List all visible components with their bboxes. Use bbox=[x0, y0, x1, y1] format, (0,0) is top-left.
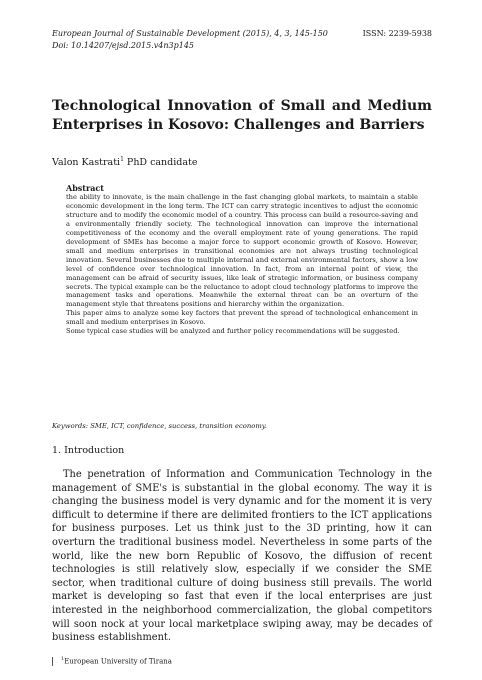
footnote-marker: 1 bbox=[61, 656, 65, 662]
journal-citation: European Journal of Sustainable Development (2015), 4, 3, 145-150 bbox=[52, 29, 328, 38]
author-role: PhD candidate bbox=[123, 157, 198, 169]
abstract-body bbox=[66, 193, 418, 336]
abstract-heading: Abstract bbox=[66, 183, 104, 193]
footnote-text: European University of Tirana bbox=[64, 657, 172, 666]
doi-link[interactable]: Doi: 10.14207/ejsd.2015.v4n3p145 bbox=[52, 41, 195, 50]
abstract-paragraph: This paper aims to analyze some key factors that prevent the spread of technological enhancement in small and medium enterprises in Kosovo. bbox=[66, 309, 418, 327]
section-heading: 1. Introduction bbox=[52, 445, 125, 456]
author-name: Valon Kastrati bbox=[52, 157, 121, 169]
author-line bbox=[52, 156, 197, 168]
footnote-rule bbox=[52, 657, 53, 666]
footnote bbox=[52, 656, 172, 666]
paper-title: Technological Innovation of Small and Medium Enterprises in Kosovo: Challenges and Barriers bbox=[52, 98, 432, 133]
introduction-paragraph: The penetration of Information and Communication Technology in the management of SME's is substantial in the global economy. The way it is changing the business model is very dynamic and for the moment it is very difficult to determine if there are delimited frontiers to the ICT applications for business purposes. Let us think just to the 3D printing, how it can overturn the traditional business model. Nevertheless in some parts of the world, like the new born Republic of Kosovo, the diffusion of recent technologies is still relatively slow, especially if we consider the SME sector, when traditional culture of doing business still prevails. The world market is developing so fast that even if the local enterprises are just interested in the neighborhood commercialization, the global competitors will soon nock at your local marketplace swiping away, may be decades of business establishment. bbox=[52, 469, 432, 644]
keywords: Keywords: SME, ICT, confidence, success, transition economy. bbox=[52, 422, 267, 430]
issn: ISSN: 2239-5938 bbox=[362, 29, 432, 38]
abstract-paragraph: the ability to innovate, is the main challenge in the fast changing global markets, to maintain a stable economic development in the long term. The ICT can carry strategic incentives to adjust the economic structure and to modify the economic model of a country. This process can build a resource-saving and a environmentally friendly society. The technological innovation can improve the international competitiveness of the economy and the overall employment rate of young generations. The rapid development of SMEs has become a major force to support economic growth of Kosovo. However, small and medium enterprises in transitional economies are not always trusting technological innovation. Several businesses due to multiple internal and external environmental factors, show a low level of confidence over technological innovation. In fact, from an internal point of view, the management can be afraid of security issues, like leak of strategic information, or business company secrets. The typical example can be the reluctance to adopt cloud technology platforms to improve the management tasks and operations. Meanwhile the external threat can be an overturn of the management style that threatens positions and hierarchy within the organization. bbox=[66, 193, 418, 309]
journal-header bbox=[52, 28, 432, 39]
author-footnote-marker: 1 bbox=[120, 156, 124, 163]
abstract-paragraph: Some typical case studies will be analyzed and further policy recommendations will be suggested. bbox=[66, 327, 400, 336]
